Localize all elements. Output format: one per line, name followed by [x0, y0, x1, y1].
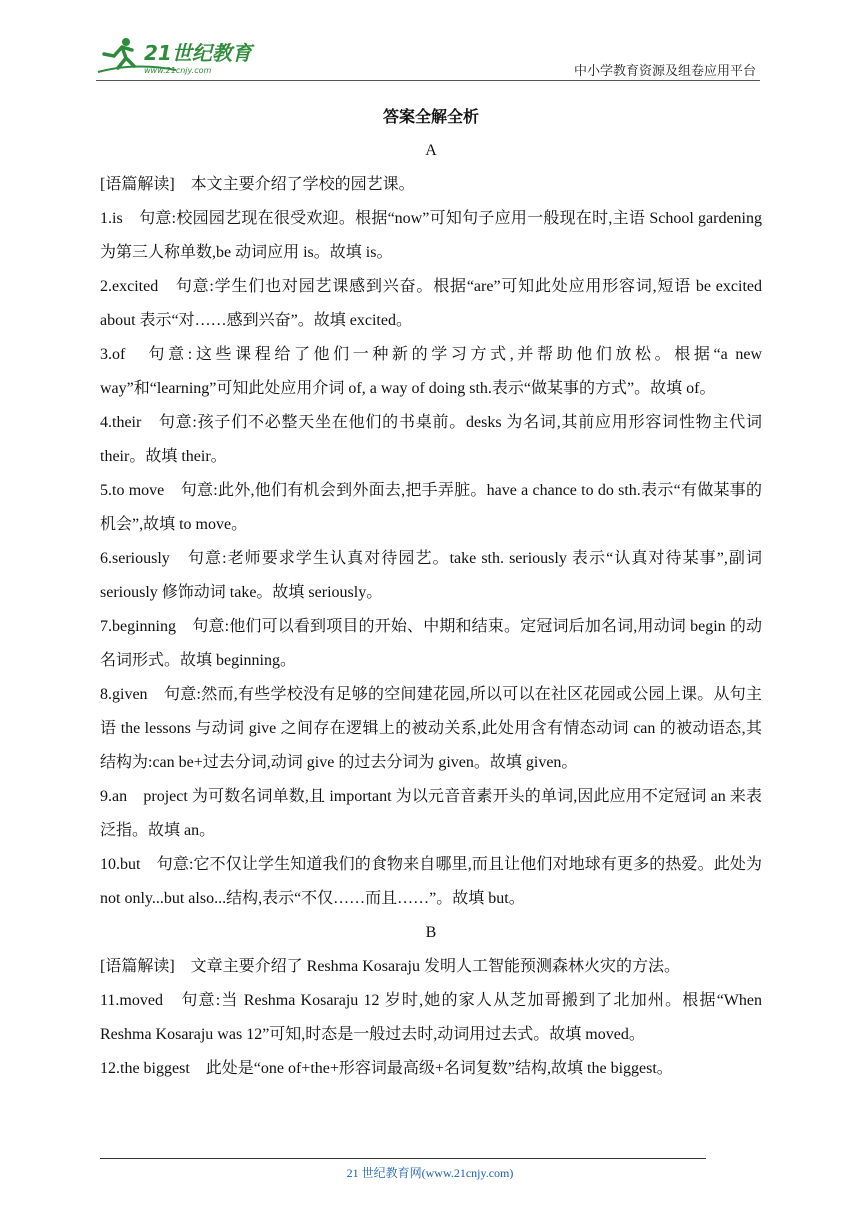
section-a-letter: A: [425, 142, 437, 159]
paragraph: 7.beginning 句意:他们可以看到项目的开始、中期和结束。定冠词后加名词,用动词 begin 的动名词形式。故填 beginning。: [100, 618, 762, 669]
page-header: [0, 0, 860, 80]
paragraph: 11.moved 句意:当 Reshma Kosaraju 12 岁时,她的家人从芝加哥搬到了北加州。根据“When Reshma Kosaraju was 12”可知,时态是一般过去时,动词用过去式。故填 moved。: [100, 992, 762, 1043]
header-divider: [96, 80, 760, 81]
paragraph: [语篇解读] 本文主要介绍了学校的园艺课。: [100, 176, 415, 193]
footer-text[interactable]: 21 世纪教育网(www.21cnjy.com): [346, 1166, 514, 1180]
logo-21cnjy: [96, 36, 266, 76]
paragraph: 1.is 句意:校园园艺现在很受欢迎。根据“now”可知句子应用一般现在时,主语 School gardening 为第三人称单数,be 动词应用 is。故填 is。: [100, 210, 762, 261]
paragraph: 3.of 句意:这些课程给了他们一种新的学习方式,并帮助他们放松。根据“a new way”和“learning”可知此处应用介词 of, a way of doing sth.表示“做某事的方式”。故填 of。: [100, 346, 762, 397]
paragraph: 12.the biggest 此处是“one of+the+形容词最高级+名词复数”结构,故填 the biggest。: [100, 1060, 673, 1077]
paragraph: 9.an project 为可数名词单数,且 important 为以元音音素开头的单词,因此应用不定冠词 an 来表泛指。故填 an。: [100, 788, 762, 839]
page-title: 答案全解全析: [382, 107, 479, 126]
section-b-letter: B: [425, 924, 437, 941]
footer-divider: [100, 1158, 706, 1159]
paragraph: 4.their 句意:孩子们不必整天坐在他们的书桌前。desks 为名词,其前应用形容词性物主代词 their。故填 their。: [100, 414, 762, 465]
paragraph: [语篇解读] 文章主要介绍了 Reshma Kosaraju 发明人工智能预测森林火灾的方法。: [100, 958, 680, 975]
platform-name: 中小学教育资源及组卷应用平台: [573, 64, 756, 79]
paragraph: 10.but 句意:它不仅让学生知道我们的食物来自哪里,而且让他们对地球有更多的热爱。此处为 not only...but also...结构,表示“不仅……而且……”。故填 but。: [100, 856, 762, 907]
logo-text: 21世纪教育: [144, 41, 252, 65]
answer-content: [100, 100, 762, 1086]
logo-url: www.21cnjy.com: [144, 66, 212, 75]
paragraph: 2.excited 句意:学生们也对园艺课感到兴奋。根据“are”可知此处应用形容词,短语 be excited about 表示“对……感到兴奋”。故填 excited。: [100, 278, 762, 329]
paragraph: 5.to move 句意:此外,他们有机会到外面去,把手弄脏。have a chance to do sth.表示“有做某事的机会”,故填 to move。: [100, 482, 762, 533]
paragraph: 8.given 句意:然而,有些学校没有足够的空间建花园,所以可以在社区花园或公园上课。从句主语 the lessons 与动词 give 之间存在逻辑上的被动关系,此处用含有情态动词 can 的被动语态,其结构为:can be+过去分词,动词 give 的过去分词为 given。故填 given。: [100, 686, 762, 771]
paragraph: 6.seriously 句意:老师要求学生认真对待园艺。take sth. seriously 表示“认真对待某事”,副词 seriously 修饰动词 take。故填 seriously。: [100, 550, 762, 601]
